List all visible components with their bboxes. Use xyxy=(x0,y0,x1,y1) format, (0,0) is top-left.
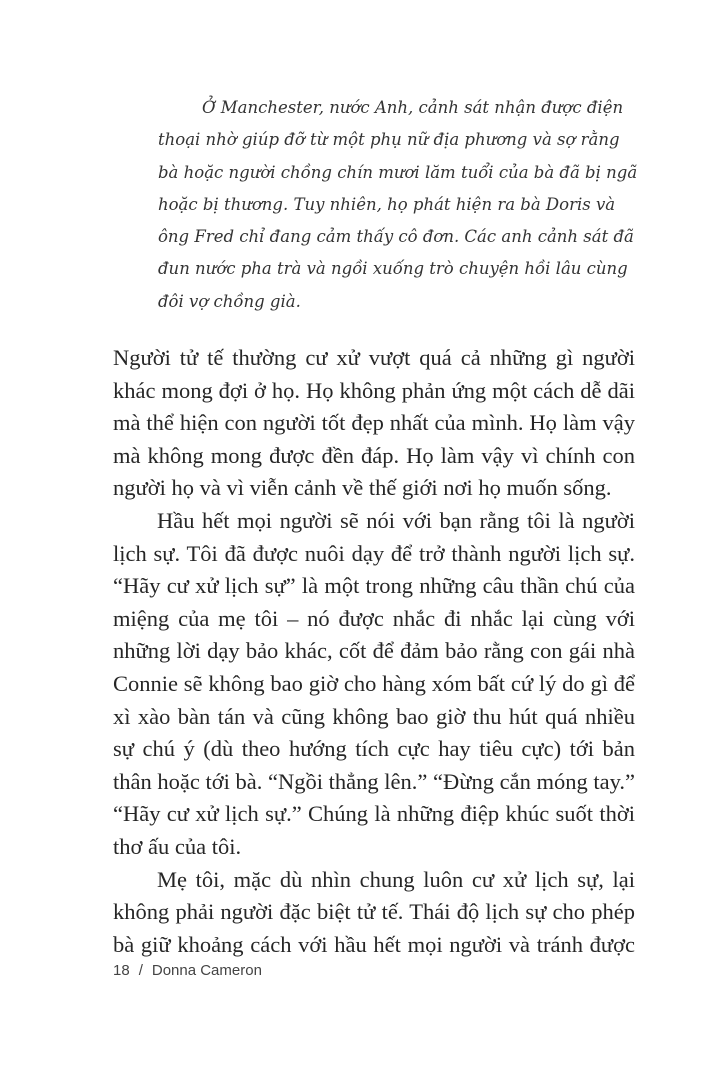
quote-line: thoại nhờ giúp đỡ từ một phụ nữ địa phương và sợ rằng xyxy=(158,130,620,150)
page-number: 18 xyxy=(113,962,130,979)
body-line: “Hãy cư xử lịch sự.” Chúng là những điệp khúc suốt thời xyxy=(113,801,635,827)
body-line: những lời dạy bảo khác, cốt để đảm bảo rằng con gái nhà xyxy=(113,638,635,664)
body-line: không phải người đặc biệt tử tế. Thái độ lịch sự cho phép xyxy=(113,899,635,925)
body-line: Connie sẽ không bao giờ cho hàng xóm bất cứ lý do gì để xyxy=(113,670,635,696)
body-text xyxy=(113,342,635,961)
body-line: “Hãy cư xử lịch sự” là một trong những câu thần chú của xyxy=(113,573,635,599)
body-line: thân hoặc tới bà. “Ngồi thẳng lên.” “Đừng cắn móng tay.” xyxy=(113,768,635,794)
quote-line: hoặc bị thương. Tuy nhiên, họ phát hiện ra bà Doris và xyxy=(158,194,616,214)
quote-line: đun nước pha trà và ngồi xuống trò chuyện hồi lâu cùng xyxy=(158,259,628,279)
body-line: Người tử tế thường cư xử vượt quá cả những gì người xyxy=(113,345,635,370)
body-line: thơ ấu của tôi. xyxy=(113,833,242,859)
quote-line: đôi vợ chồng già. xyxy=(158,291,301,311)
body-line: bà giữ khoảng cách với hầu hết mọi người và tránh được xyxy=(113,931,635,957)
body-line: người họ và vì viễn cảnh về thế giới nơi họ muốn sống. xyxy=(113,475,612,501)
body-line: Mẹ tôi, mặc dù nhìn chung luôn cư xử lịch sự, lại xyxy=(157,866,635,892)
body-line: mà không mong được đền đáp. Họ làm vậy vì chính con xyxy=(113,442,635,468)
body-line: mà thể hiện con người tốt đẹp nhất của mình. Họ làm vậy xyxy=(113,410,635,436)
page-footer xyxy=(113,962,262,979)
quote-line: bà hoặc người chồng chín mươi lăm tuổi của bà đã bị ngã xyxy=(158,162,638,182)
quote-line: ông Fred chỉ đang cảm thấy cô đơn. Các anh cảnh sát đã xyxy=(158,227,634,247)
quote-line: Ở Manchester, nước Anh, cảnh sát nhận được điện xyxy=(202,98,624,117)
body-line: xì xào bàn tán và cũng không bao giờ thu hút quá nhiều xyxy=(113,703,635,729)
body-line: Hầu hết mọi người sẽ nói với bạn rằng tôi là người xyxy=(157,507,635,533)
body-line: miệng của mẹ tôi – nó được nhắc đi nhắc lại cùng với xyxy=(113,605,635,631)
footer-separator: / xyxy=(138,962,143,979)
body-line: sự chú ý (dù theo hướng tích cực hay tiêu cực) tới bản xyxy=(113,736,635,762)
body-line: lịch sự. Tôi đã được nuôi dạy để trở thành người lịch sự. xyxy=(113,540,635,566)
body-line: khác mong đợi ở họ. Họ không phản ứng một cách dễ dãi xyxy=(113,377,635,403)
author-name: Donna Cameron xyxy=(151,962,262,979)
italic-quote-block xyxy=(158,92,638,318)
